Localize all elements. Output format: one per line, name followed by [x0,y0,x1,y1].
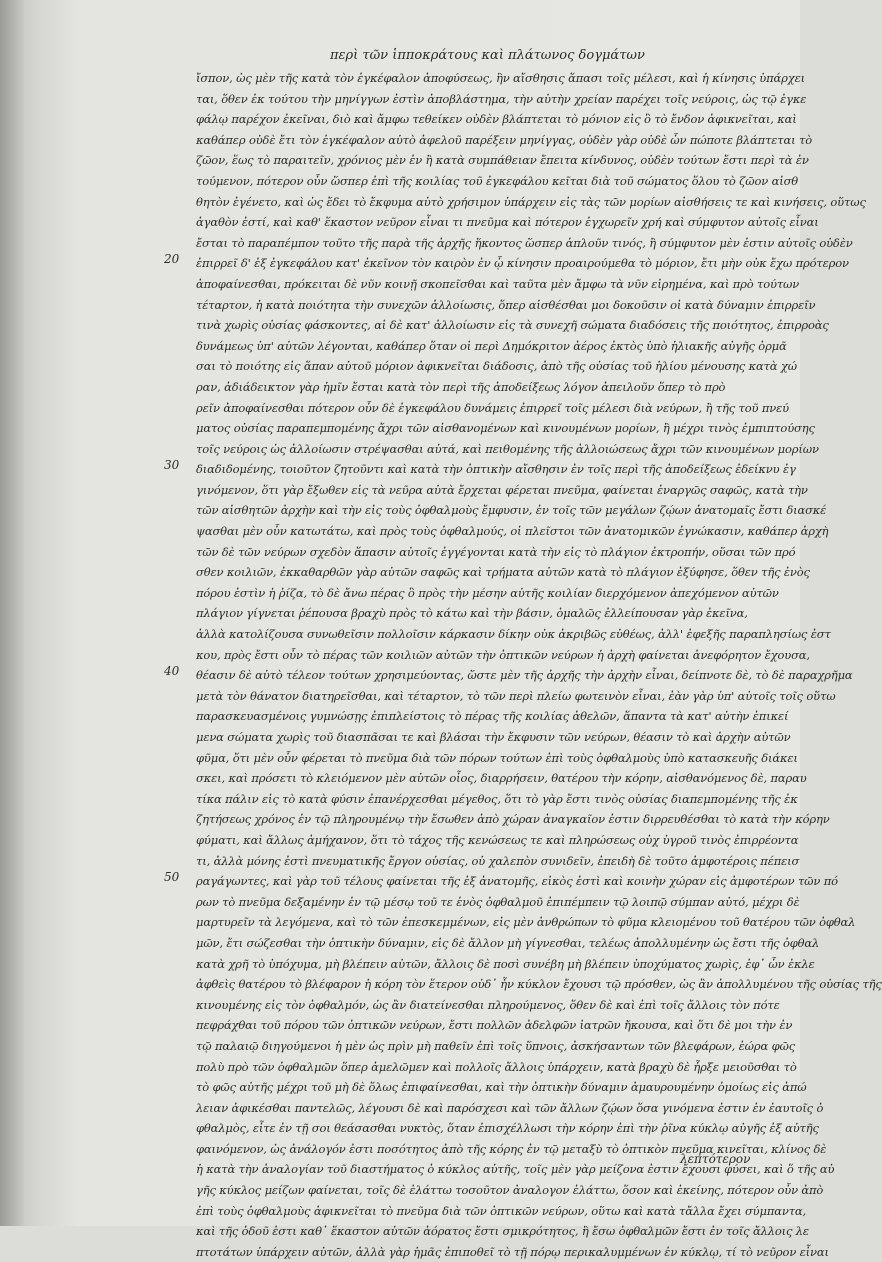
text-line: ἴσπον, ὡς μὲν τῆς κατὰ τὸν ἐγκέφαλον ἀποφύσεως, ἣν αἴσθησις ἅπασι τοῖς μέλεσι, καὶ ἡ κίνησις ὑπάρχει [196,71,805,85]
text-line: ἐπιρρεῖ δ' ἐξ ἐγκεφάλου κατ' ἐκεῖνον τὸν καιρὸν ἐν ᾧ κίνησιν προαιρούμεθα τὸ μόριον, ἔτι μὴν οὐκ ἔχω πρότερον [196,256,849,271]
text-line: διαδιδομένης, τοιοῦτον ζητοῦντι καὶ κατὰ τὴν ὀπτικὴν αἴσθησιν ἐν τοῖς περὶ τῆς ἀποδείξεως ἐδείκνυ ἐγ [196,462,796,477]
text-line: φαινόμενον, ὡς ἀνάλογόν ἐστι ποσότητος ἀπὸ τῆς κόρης ἐν τῷ μεταξὺ τὸ ὀπτικὸν πνεῦμα κινεῖται, κλίνος δὲ [196,1141,827,1156]
text-line: φῦμα, ὅτι μὲν οὖν φέρεται τὸ πνεῦμα διὰ τῶν πόρων τούτων ἐπὶ τοὺς ὀφθαλμοὺς ὑπὸ κατασκευῆς διάκει [196,750,798,765]
text-line: λειαν ἀφικέσθαι παντελῶς, λέγουσι δὲ καὶ παρόσχεσι καὶ τῶν ἄλλων ζῴων ὅσα γινόμενα ἐστιν ἐν ἐαυτοῖς ὀ [196,1100,824,1115]
text-line: τὸ φῶς αὐτῆς μέχρι τοῦ μὴ δὲ ὅλως ἐπιφαίνεσθαι, καὶ τὴν ὀπτικὴν δύναμιν ἀμαυρουμένην ὁμοίως εἰς ἀπώ [196,1080,807,1095]
margin-line-number: 20 [164,252,180,266]
text-line: θητὸν ἐγένετο, καὶ ὡς ἔδει τὸ ἔκφυμα αὐτὸ χρήσιμον ὑπάρχειν εἰς τὰς τῶν μορίων αἰσθήσεις τε καὶ κινήσεις, οὕτως [196,194,866,209]
text-line: τίκα πάλιν εἰς τὸ κατὰ φύσιν ἐπανέρχεσθαι μέγεθος, ὅτι τὸ γὰρ ἔστι τινὸς οὐσίας διαπεμπομένης τῆς ἐκ [196,791,798,806]
text-line: πόρου ἐστὶν ἡ ῥίζα, τὸ δὲ ἄνω πέρας ὃ πρὸς τὴν μέσην αὐτῆς κοιλίαν διερχόμενον ἀπεχόμενον αὐτῶν [196,585,779,600]
text-line: ται, ὅθεν ἐκ τούτου τὴν μηνίγγων ἐστὶν ἀποβλάστημα, τὴν αὐτὴν χρείαν παρέχει τοῖς νεύροις, ὡς τῷ ἐγκε [196,91,807,106]
text-line: ἀλλὰ κατολίζουσα συνωθεῖσιν πολλοῖσιν κάρκασιν δίκην οὐκ ἀκριβῶς εὐθέως, ἀλλ' ἐφεξῆς παραπλησίως ἐστ [196,627,831,642]
text-line: γινόμενον, ὅτι γὰρ ἔξωθεν εἰς τὰ νεῦρα αὐτὰ ἔρχεται φέρεται πνεῦμα, φαίνεται ἐναργῶς σαφῶς, κατὰ τὴν [196,482,808,497]
text-line: ρεῖν ἀποφαίνεσθαι πότερον οὖν δὲ ἐγκεφάλου δυνάμεις ἐπιρρεῖ τοῖς μέλεσι διὰ νεύρων, ἢ τῆς τοῦ πνεύ [196,400,789,415]
text-line: τῶν αἰσθητῶν ἀρχὴν καὶ τὴν εἰς τοὺς ὀφθαλμοὺς ἔμφυσιν, ἐν τοῖς τῶν μεγάλων ζῴων ἀνατομαῖς ἔστι διασκέ [196,503,827,518]
text-line: πεφράχθαι τοῦ πόρου τῶν ὀπτικῶν νεύρων, ἔστι πολλῶν ἀδελφῶν ἰατρῶν ἤκουσα, καὶ ὅτι δὲ μοι τὴν ἐν [196,1018,793,1033]
text-line: πολὺ πρὸ τῶν ὀφθαλμῶν ὅπερ ἀμελῶμεν καὶ πολλοῖς ἄλλοις ὑπάρχειν, κατὰ βραχὺ δὲ ἦρξε μειοῦσθαι τὸ [196,1059,797,1074]
text-line: κινουμένης εἰς τὸν ὀφθαλμόν, ὡς ἂν διατείνεσθαι πληρούμενος, ὅθεν δὲ καὶ ἐπὶ τοῖς ἄλλοις τὸν πότε [196,997,780,1012]
text-line: ραγάγωντες, καὶ γὰρ τοῦ τέλους φαίνεται τῆς ἐξ ἀνατομῆς, εἰκὸς ἐστὶ καὶ κοινὴν χώραν εἰς ἀμφοτέρων τῶν πό [196,874,838,889]
text-line: τέταρτον, ἡ κατὰ ποιότητα τὴν συνεχῶν ἀλλοίωσις, ὅπερ αἰσθέσθαι μοι δοκοῦσιν οἱ κατὰ δύναμιν ἐπιρρεῖν [196,297,816,312]
text-line: πλάγιον γίγνεται ῥέπουσα βραχὺ πρὸς τὸ κάτω καὶ τὴν βάσιν, ὁμαλῶς ἐλλείπουσαν γὰρ ἐκεῖνα, [196,606,748,621]
text-line: ραν, ἀδιάδεικτον γὰρ ἡμῖν ἔσται κατὰ τὸν περὶ τῆς ἀποδείξεως λόγον ἀπειλοῦν ὅπερ τὸ πρὸ [196,379,726,394]
text-line: καὶ τῆς ὁδοῦ ἐστι καθ᾽ ἕκαστον αὐτῶν ἀόρατος ἔστι σμικρότητος, ἢ ἔσω ὀφθαλμῶν ἔστι ἐν τοῖς ἄλλοις λε [196,1224,809,1239]
text-line: τινὰ χωρὶς οὐσίας φάσκοντες, αἱ δὲ κατ' ἀλλοίωσιν εἰς τὰ συνεχῆ σώματα διαδόσεις τῆς ποιότητος, ἐπιρροὰς [196,318,829,333]
text-line: φύματι, καὶ ἄλλως ἀμήχανον, ὅτι τὸ τάχος τῆς κενώσεως τε καὶ πληρώσεως οὐχ ὑγροῦ τινὸς ἐπιρρέοντα [196,832,799,847]
margin-line-number: 50 [164,870,180,884]
margin-line-number: 40 [164,664,180,678]
text-line: σαι τὸ ποιότης εἰς ἅπαν αὐτοῦ μόριον ἀφικνεῖται διάδοσις, ἀπὸ τῆς οὐσίας τοῦ ἡλίου μένουσης κατὰ χώ [196,359,797,374]
text-line: παρασκευασμένοις γυμνώσῃς ἐπιπλείστοις τὸ πέρας τῆς κοιλίας ἀθελῶν, ἅπαντα τὰ κατ' αὐτὴν ἐπικεί [196,709,789,724]
text-line: ἐπὶ τοὺς ὀφθαλμοὺς ἀφικνεῖται τὸ πνεῦμα διὰ τῶν ὀπτικῶν νεύρων, οὕτω καὶ κατὰ τἄλλα ἔχει σύμπαντα, [196,1203,807,1218]
page-gutter [0,0,24,1226]
text-line: τι, ἀλλὰ μόνης ἐστὶ πνευματικῆς ἔργον οὐσίας, οὐ χαλεπὸν συνιδεῖν, ἐπειδὴ δὲ τοῦτο ἀμφοτέροις πέπεισ [196,853,800,868]
text-line: ψασθαι μὲν οὖν κατωτάτω, καὶ πρὸς τοὺς ὀφθαλμούς, οἱ πλεῖστοι τῶν ἀνατομικῶν ἐγνώκασιν, καθάπερ ἀρχὴ [196,524,829,539]
text-line: πτοτάτων ὑπάρχειν αὐτῶν, ἀλλὰ γὰρ ἡμᾶς ἐπιποθεῖ τὸ τῇ πόρῳ περικαλυμμένων ἐν κύκλῳ, τί τὸ νεῦρον εἶναι [196,1244,829,1259]
text-line: ἡ κατὰ τὴν ἀναλογίαν τοῦ διαστήματος ὁ κύκλος αὐτῆς, τοῖς μὲν γὰρ μείζονα ἐστιν ἔχουσι φύσει, καὶ ὅ τῆς αὐ [196,1162,835,1177]
text-line: κατὰ χρῆ τὸ ὑπόχυμα, μὴ βλέπειν αὐτῶν, ἄλλοις δὲ ποσὶ συνέβη μὴ βλέπειν ὑποχύματος χωρὶς, ἐφ᾽ ὧν ἐκλε [196,956,815,971]
text-line: φθαλμὸς, εἶτε ἐν τῇ σοι θεάσασθαι νυκτὸς, ὅταν ἐπισχέλλωσι τὴν κόρην ἐπὶ τὴν ῥῖνα κύκλῳ αὐγῆς ἐξ αὐτῆς [196,1121,819,1136]
text-line: ἔσται τὸ παραπέμπον τοῦτο τῆς παρὰ τῆς ἀρχῆς ἥκοντος ὥσπερ ἁπλοῦν τινός, ἢ σύμφυτον μὲν ἐστιν αὐτοῖς οὐδὲν [196,235,853,250]
text-line: ἀποφαίνεσθαι, πρόκειται δὲ νῦν κοινῇ σκοπεῖσθαι καὶ ταῦτα μὲν ἄμφω τὰ νῦν εἰρημένα, καὶ πρὸ τούτων [196,276,800,291]
text-line: κου, πρὸς ἔστι οὖν τὸ πέρας τῶν κοιλιῶν αὐτῶν τὴν ὀπτικῶν νεύρων ἡ ἀρχὴ φαίνεται ἀνεφόρητον ἔχουσα, [196,647,810,662]
text-line: μετὰ τὸν θάνατον διατηρεῖσθαι, καὶ τέταρτον, τὸ τῶν περὶ πλείω φωτεινὸν εἶναι, ἐὰν γὰρ ὑπ' αὐτοῖς τοῖς οὕτω [196,688,836,703]
text-line: ἀγαθὸν ἐστί, καὶ καθ' ἕκαστον νεῦρον εἶναι τι πνεῦμα καὶ πότερον ἐγχωρεῖν χρή καὶ σύμφυτον αὐτοῖς εἶναι [196,215,819,230]
text-line: ρων τὸ πνεῦμα δεξαμένην ἐν τῷ μέσῳ τοῦ τε ἑνὸς ὀφθαλμοῦ ἐπιπέμπειν τῷ λοιπῷ σύμπαν αὐτό, μέχρι δὲ [196,894,800,909]
text-line: ἀφθεὶς θατέρου τὸ βλέφαρον ἡ κόρη τὸν ἕτερον οὐδ᾽ ἦν κύκλον ἔχουσι τῷ πρόσθεν, ὡς ἂν ἀπολλυμένου τῆς οὐσίας τῆς [196,977,882,992]
margin-line-number: 30 [164,458,180,472]
text-line: ζῶον, ἕως τὸ παραιτεῖν, χρόνιος μὲν ἐν ἢ κατὰ συμπάθειαν ἔπειτα κίνδυνος, οὐδὲν τούτων ἔστι περὶ τὰ ἐν [196,153,809,168]
text-line: θέασιν δὲ αὐτὸ τέλεον τούτων χρησιμεύοντας, ὥστε μὲν τῆς ἀρχῆς τὴν ἀρχὴν εἶναι, δείπνοτε δὲ, τὸ δὲ παραχρῆμα [196,668,853,683]
text-line: τῷ παλαιῷ διηγούμενοι ἡ μὲν ὡς πρὶν μὴ παθεῖν ἐπὶ τοῖς ὕπνοις, ἀσκήσαντων τῶν βλεφάρων, ἑώρα φῶς [196,1038,796,1053]
text-line: καθάπερ οὐδὲ ἔτι τὸν ἐγκέφαλον αὐτὸ ἀφελοῦ παρέξειν μηνίγγας, οὐδὲν γὰρ οὐδὲ ὧν πώποτε βλάπτεται τὸ [196,132,812,147]
text-line: μῶν, ἔτι σώζεσθαι τὴν ὀπτικὴν δύναμιν, εἰς δὲ ἄλλον μὴ γίγνεσθαι, τελέως ἀπολλυμένην ὡς ἔστι τῆς ὀφθαλ [196,935,820,950]
text-line: σθεν κοιλιῶν, ἐκκαθαρθῶν γὰρ αὐτῶν σαφῶς καὶ τρήματα αὐτῶν κατὰ τὸ πλάγιον ἐξύφησε, ὅθεν τῆς ἐνὸς [196,565,810,580]
text-line: δυνάμεως ὑπ' αὐτῶν λέγονται, καθάπερ ὅταν οἱ περὶ Δημόκριτον ἀέρος ἐκτὸς ὑπὸ ἡλιακῆς αὐγῆς ὁρμᾶ [196,338,787,353]
text-line: ματος οὐσίας παραπεμπομένης ἄχρι τῶν αἰσθανομένων καὶ κινουμένων μορίων, ἢ μέχρι τινὸς ἐμπιπτούσης [196,421,815,436]
text-line: μενα σώματα χωρὶς τοῦ διασπᾶσαι τε καὶ βλάσαι τὴν ἔκφυσιν τῶν νεύρων, θέασιν τὸ καὶ ἀρχὴν αὐτῶν [196,730,791,744]
running-header: περὶ τῶν ἱπποκράτους καὶ πλάτωνος δογμάτων [330,48,645,63]
text-line: τούμενον, πότερον οὖν ὥσπερ ἐπὶ τῆς κοιλίας τοῦ ἐγκεφάλου κεῖται διὰ τοῦ σώματος ὅλου τὸ ζῶον αἰσθ [196,173,799,188]
text-line: γῆς κύκλος μείζων φαίνεται, τοῖς δὲ ἐλάττω τοσοῦτον ἀναλογον ἐλάττω, ὅσον καὶ ἐκείνης, πότερον οὖν ἀπὸ [196,1183,824,1198]
catchword: λεπτότερον [680,1152,751,1166]
text-line: τῶν δὲ τῶν νεύρων σχεδὸν ἅπασιν αὐτοῖς ἐγγέγονται κατὰ τὴν εἰς τὸ πλάγιον ἐκτροπήν, οὕσαι τῶν πρό [196,544,796,559]
text-line: τοῖς νεύροις ὡς ἀλλοίωσιν στρέψασθαι αὐτά, καὶ πειθομένης τῆς ἀλλοιώσεως ἄχρι τῶν κινουμένων μορίων [196,441,819,456]
text-line: ζητήσεως χρόνος ἐν τῷ πληρουμένῳ τὴν ἔσωθεν ἀπὸ χώραν ἀναγκαῖον ἐστιν διρρευθέσθαι τὸ κατὰ τὴν κόρην [196,812,830,827]
text-line: φάλῳ παρέχον ἐκεῖναι, διὸ καὶ ἄμφω τεθείκεν οὐδὲν βλάπτεται τὸ μόνιον εἰς ὃ τὸ ἔνδον ἀφικνεῖται, καὶ [196,112,797,127]
text-line: μαρτυρεῖν τὰ λεγόμενα, καὶ τὸ τῶν ἐπεσκεμμένων, εἰς μὲν ἀνθρώπων τὸ φῦμα κλειομένου τοῦ θατέρου τῶν ὀφθαλ [196,915,856,930]
text-line: σκει, καὶ πρόσετι τὸ κλειόμενον μὲν αὐτῶν οἷος, διαρρήσειν, θατέρου τὴν κόρην, αἰσθανόμενος δὲ, παραυ [196,771,807,786]
